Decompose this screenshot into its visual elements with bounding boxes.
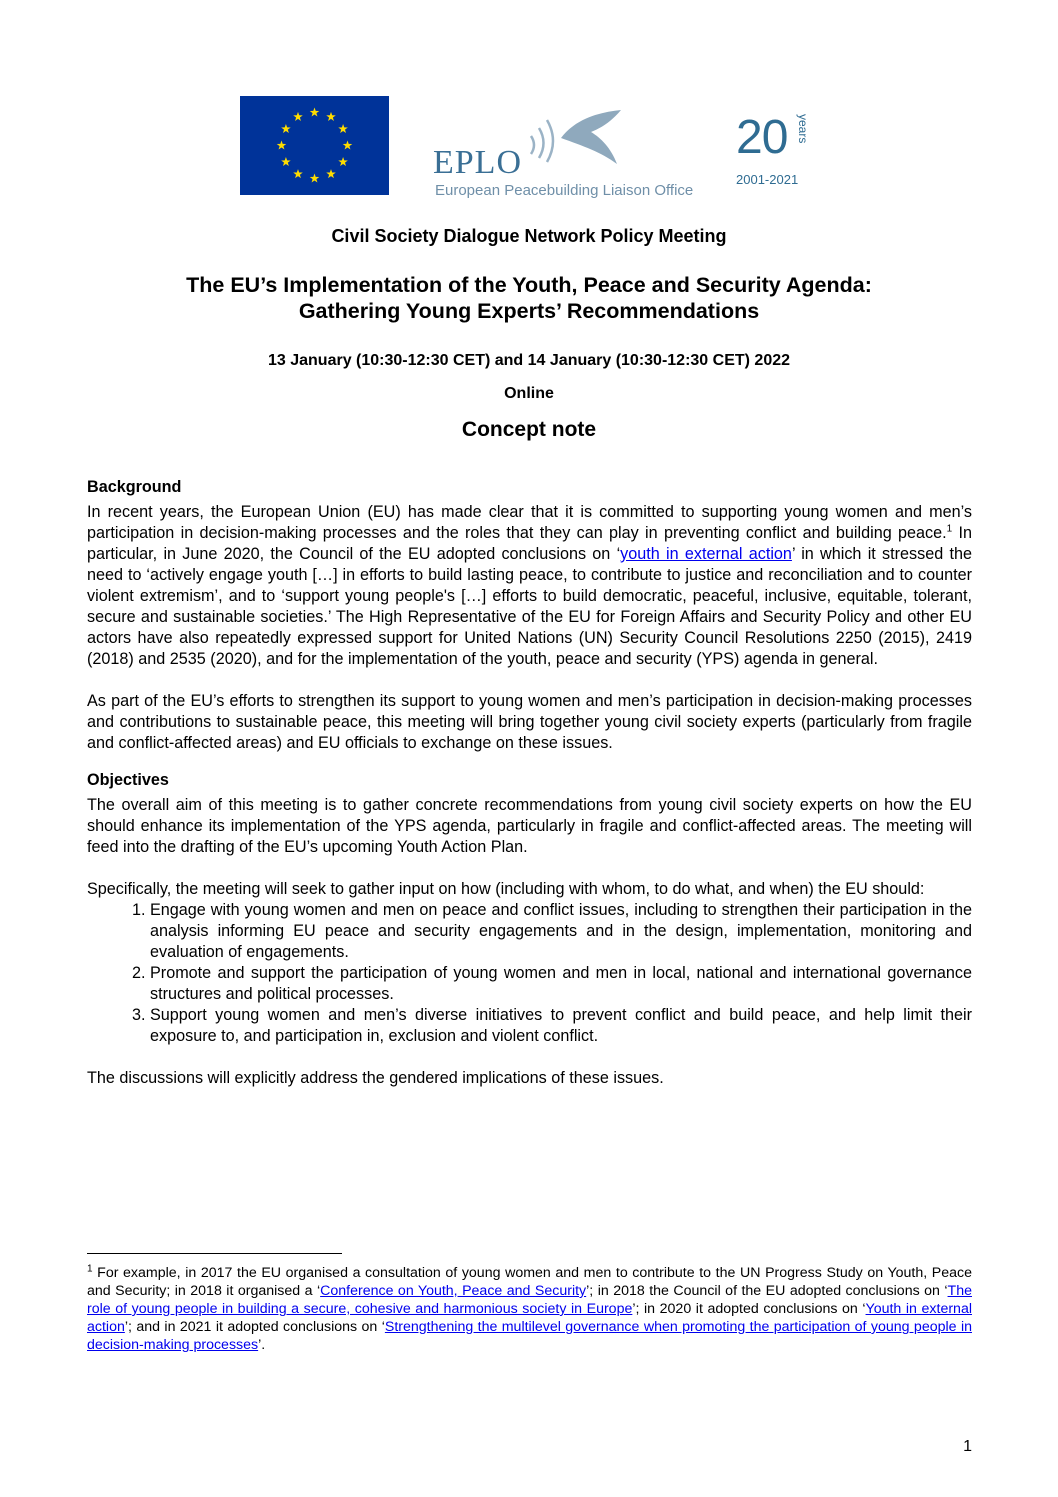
star-icon <box>277 141 287 150</box>
anniversary-range: 2001-2021 <box>736 172 799 187</box>
text-span: ’; in 2018 the Council of the EU adopted conclusions on ‘ <box>586 1283 948 1299</box>
objectives-paragraph-2: Specifically, the meeting will seek to gather input on how (including with whom, to do what, and when) the EU should: <box>87 880 925 898</box>
anniversary-years: years <box>796 114 810 144</box>
text-span: For example, in 2017 the EU organised a consultation of young women and men to contribute to the UN Progress Study on Youth, Peace and Security; in 2018 it organised a ‘ <box>87 1265 972 1299</box>
logo-bar <box>0 96 1058 199</box>
meeting-dates: 13 January (10:30-12:30 CET) and 14 January (10:30-12:30 CET) 2022 <box>267 352 791 369</box>
list-item: 3. Support young women and men’s diverse initiatives to prevent conflict and build peace, and help limit their exposure to, and participation in, exclusion and violent conflict. <box>150 1005 972 1047</box>
title-line-1: The EU’s Implementation of the Youth, Peace and Security Agenda: <box>186 273 872 297</box>
document-type: Concept note <box>461 418 597 441</box>
star-icon <box>281 157 291 166</box>
youth-external-action-footnote-link[interactable]: Youth in external action <box>87 1301 972 1335</box>
role-young-people-link[interactable]: The role of young people in building a secure, cohesive and harmonious society in Europe <box>87 1283 972 1317</box>
star-icon <box>338 124 348 133</box>
footnote-ref[interactable]: 1 <box>946 523 953 535</box>
eplo-dove-icon <box>521 108 631 168</box>
objectives-paragraph-1: The overall aim of this meeting is to gather concrete recommendations from young civil society experts on how the EU should enhance its implementation of the YPS agenda, particularly in fragile and conflict-affected areas. The meeting will feed into the drafting of the EU’s upcoming Youth Action Plan. <box>87 796 972 856</box>
eu-stars <box>240 96 389 195</box>
background-paragraph-2: As part of the EU’s efforts to strengthen its support to young women and men’s participation in decision-making processes and contributions to sustainable peace, this meeting will bring together young civil society experts (particularly from fragile and conflict-affected areas) and EU officials to exchange on these issues. <box>87 692 972 752</box>
star-icon <box>293 112 303 121</box>
text-span: ’. <box>258 1337 266 1353</box>
page-number: 1 <box>963 1438 972 1455</box>
text-span: In recent years, the European Union (EU) has made clear that it is committed to supporting young women and men’s participation in decision-making processes and the roles that they can play in preventing conflict and building peace. <box>87 503 972 542</box>
star-icon <box>343 141 353 150</box>
list-item: 1. Engage with young women and men on peace and conflict issues, including to strengthen their participation in the analysis informing EU peace and security engagements and in the design, implementation, monitoring and evaluation of engagements. <box>150 900 972 963</box>
background-paragraph-1 <box>87 502 972 670</box>
conference-yps-link[interactable]: Conference on Youth, Peace and Security <box>320 1283 587 1299</box>
objectives-heading: Objectives <box>87 771 169 789</box>
star-icon <box>293 169 303 178</box>
eplo-logo <box>433 108 713 199</box>
list-item: 2. Promote and support the participation of young women and men in local, national and international governance structures and political processes. <box>150 963 972 1005</box>
text-span: ’; and in 2021 it adopted conclusions on ‘ <box>124 1319 385 1335</box>
star-icon <box>310 174 320 183</box>
title-line-2: Gathering Young Experts’ Recommendations <box>298 299 760 323</box>
text-span: ’; in 2020 it adopted conclusions on ‘ <box>632 1301 866 1317</box>
footnote <box>87 1264 972 1354</box>
star-icon <box>310 108 320 117</box>
objectives-list <box>87 900 972 1047</box>
anniversary-logo <box>734 110 834 194</box>
anniversary-number: 20 <box>736 111 788 164</box>
document-body <box>87 477 972 1089</box>
meeting-location: Online <box>504 385 554 402</box>
text-span: ’ in which it stressed the need to ‘actively engage youth […] in efforts to build lasting peace, to contribute to justice and reconciliation and to counter violent extremism’, and to ‘support young people's […] efforts to build democratic, peaceful, inclusive, equitable, tolerant, secure and sustainable societies.’ The High Representative of the EU for Foreign Affairs and Security Policy and other EU actors have also repeatedly expressed support for United Nations (UN) Security Council Resolutions 2250 (2015), 2419 (2018) and 2535 (2020), and for the implementation of the youth, peace and security (YPS) agenda in general. <box>87 545 972 668</box>
star-icon <box>326 169 336 178</box>
star-icon <box>338 157 348 166</box>
text-span: In particular, in June 2020, the Council of the EU adopted conclusions on ‘ <box>87 524 973 563</box>
background-heading: Background <box>87 478 182 496</box>
star-icon <box>281 124 291 133</box>
youth-external-action-link[interactable]: youth in external action <box>620 545 792 563</box>
footnote-marker: 1 <box>87 1263 93 1275</box>
objectives-paragraph-3: The discussions will explicitly address the gendered implications of these issues. <box>87 1069 664 1087</box>
document-title <box>80 272 978 324</box>
eplo-fullname: European Peacebuilding Liaison Office <box>435 182 694 199</box>
multilevel-governance-link[interactable]: Strengthening the multilevel governance when promoting the participation of young people in decision-making processes <box>87 1319 972 1353</box>
eu-flag-icon <box>240 96 389 195</box>
footnote-separator <box>87 1253 342 1254</box>
eplo-acronym: EPLO <box>433 144 522 181</box>
meeting-type: Civil Society Dialogue Network Policy Meeting <box>331 226 727 246</box>
star-icon <box>326 112 336 121</box>
